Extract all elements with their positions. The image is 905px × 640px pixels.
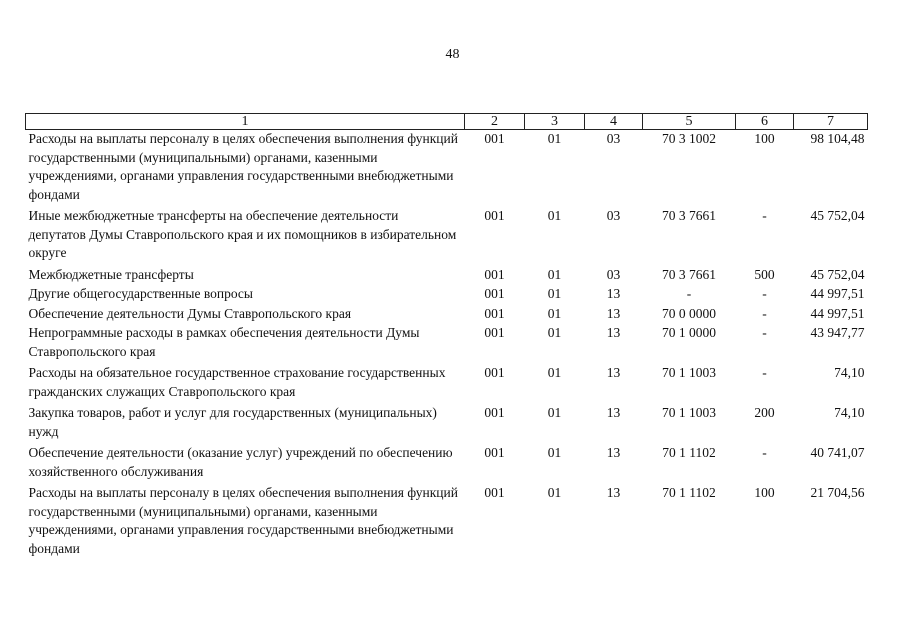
header-row bbox=[26, 114, 868, 130]
row-code-4: 13 bbox=[606, 405, 621, 420]
row-name: Расходы на выплаты персоналу в целях обеспечения выполнения функций государственными (муниципальными) органами, казенными учреждениями, органами управления государственными внебюджетными фондами bbox=[28, 131, 458, 202]
row-code-2: 001 bbox=[484, 208, 505, 223]
row-name: Расходы на выплаты персоналу в целях обеспечения выполнения функций государственными (муниципальными) органами, казенными учреждениями, органами управления государственными внебюджетными фондами bbox=[28, 485, 458, 556]
row-code-5: 70 1 1003 bbox=[662, 405, 716, 420]
table-row bbox=[26, 404, 868, 444]
budget-table bbox=[25, 113, 868, 559]
row-name: Другие общегосударственные вопросы bbox=[28, 286, 253, 301]
row-amount: 98 104,48 bbox=[810, 131, 865, 146]
row-code-5: 70 0 0000 bbox=[662, 305, 716, 321]
row-code-3: 01 bbox=[547, 131, 562, 146]
row-code-3: 01 bbox=[547, 445, 562, 460]
row-code-5: 70 3 1002 bbox=[662, 131, 716, 146]
header-col-7: 7 bbox=[794, 114, 868, 130]
row-code-6: 500 bbox=[754, 266, 775, 282]
row-code-6: 100 bbox=[754, 131, 775, 146]
row-code-2: 001 bbox=[484, 305, 505, 321]
row-amount: 43 947,77 bbox=[810, 325, 865, 340]
row-code-3: 01 bbox=[547, 286, 562, 301]
row-code-4: 03 bbox=[606, 131, 621, 146]
row-code-2: 001 bbox=[484, 485, 505, 500]
row-code-3: 01 bbox=[547, 305, 562, 321]
table-row bbox=[26, 266, 868, 286]
row-amount: 45 752,04 bbox=[810, 266, 865, 282]
header-col-1: 1 bbox=[26, 114, 465, 130]
row-name: Закупка товаров, работ и услуг для государственных (муниципальных) нужд bbox=[28, 405, 437, 439]
row-amount: 44 997,51 bbox=[810, 286, 865, 301]
table-row bbox=[26, 130, 868, 208]
row-code-2: 001 bbox=[484, 325, 505, 340]
row-amount: 40 741,07 bbox=[810, 445, 865, 460]
row-code-6: - bbox=[762, 286, 767, 301]
row-name: Расходы на обязательное государственное страхование государственных гражданских служащих Ставропольского края bbox=[28, 365, 446, 399]
row-code-2: 001 bbox=[484, 131, 505, 146]
row-code-4: 03 bbox=[606, 266, 621, 282]
table-row bbox=[26, 444, 868, 484]
row-code-4: 13 bbox=[606, 365, 621, 380]
row-code-6: 200 bbox=[754, 405, 775, 420]
row-name: Обеспечение деятельности Думы Ставропольского края bbox=[28, 305, 352, 321]
row-amount: 74,10 bbox=[834, 365, 865, 380]
table-row bbox=[26, 285, 868, 305]
row-code-5: 70 3 7661 bbox=[662, 208, 716, 223]
row-code-2: 001 bbox=[484, 286, 505, 301]
table-row bbox=[26, 484, 868, 559]
row-code-3: 01 bbox=[547, 266, 562, 282]
row-code-5: 70 1 0000 bbox=[662, 325, 716, 340]
row-code-4: 03 bbox=[606, 208, 621, 223]
row-name: Непрограммные расходы в рамках обеспечения деятельности Думы Ставропольского края bbox=[28, 325, 420, 359]
row-code-5: 70 1 1003 bbox=[662, 365, 716, 380]
row-code-2: 001 bbox=[484, 266, 505, 282]
row-code-5: - bbox=[686, 286, 692, 301]
row-code-4: 13 bbox=[606, 305, 621, 321]
row-code-6: - bbox=[762, 445, 767, 460]
header-col-2: 2 bbox=[465, 114, 525, 130]
header-col-5: 5 bbox=[643, 114, 736, 130]
row-code-3: 01 bbox=[547, 208, 562, 223]
row-amount: 44 997,51 bbox=[810, 305, 865, 321]
row-code-5: 70 3 7661 bbox=[662, 266, 716, 282]
table-row bbox=[26, 324, 868, 364]
table-row bbox=[26, 207, 868, 266]
row-code-6: - bbox=[762, 365, 767, 380]
row-code-3: 01 bbox=[547, 365, 562, 380]
row-code-4: 13 bbox=[606, 325, 621, 340]
header-col-6: 6 bbox=[736, 114, 794, 130]
row-code-4: 13 bbox=[606, 445, 621, 460]
table-row bbox=[26, 364, 868, 404]
row-amount: 21 704,56 bbox=[810, 485, 865, 500]
row-amount: 74,10 bbox=[834, 405, 865, 420]
row-code-4: 13 bbox=[606, 485, 621, 500]
header-col-4: 4 bbox=[585, 114, 643, 130]
row-code-2: 001 bbox=[484, 445, 505, 460]
row-code-5: 70 1 1102 bbox=[662, 445, 716, 460]
row-name: Межбюджетные трансферты bbox=[28, 266, 194, 282]
row-code-3: 01 bbox=[547, 485, 562, 500]
row-name: Иные межбюджетные трансферты на обеспечение деятельности депутатов Думы Ставропольского края и их помощников в избирательном округе bbox=[28, 208, 457, 260]
row-code-2: 001 bbox=[484, 365, 505, 380]
row-name: Обеспечение деятельности (оказание услуг) учреждений по обеспечению хозяйственного обслуживания bbox=[28, 445, 453, 479]
row-code-6: 100 bbox=[754, 485, 775, 500]
row-code-5: 70 1 1102 bbox=[662, 485, 716, 500]
row-code-6: - bbox=[762, 208, 767, 223]
row-code-2: 001 bbox=[484, 405, 505, 420]
table-row bbox=[26, 305, 868, 325]
header-col-3: 3 bbox=[525, 114, 585, 130]
row-code-6: - bbox=[762, 305, 767, 321]
row-code-6: - bbox=[762, 325, 767, 340]
page-number: 48 bbox=[445, 47, 460, 62]
row-code-3: 01 bbox=[547, 325, 562, 340]
row-code-4: 13 bbox=[606, 286, 621, 301]
row-code-3: 01 bbox=[547, 405, 562, 420]
row-amount: 45 752,04 bbox=[810, 208, 865, 223]
